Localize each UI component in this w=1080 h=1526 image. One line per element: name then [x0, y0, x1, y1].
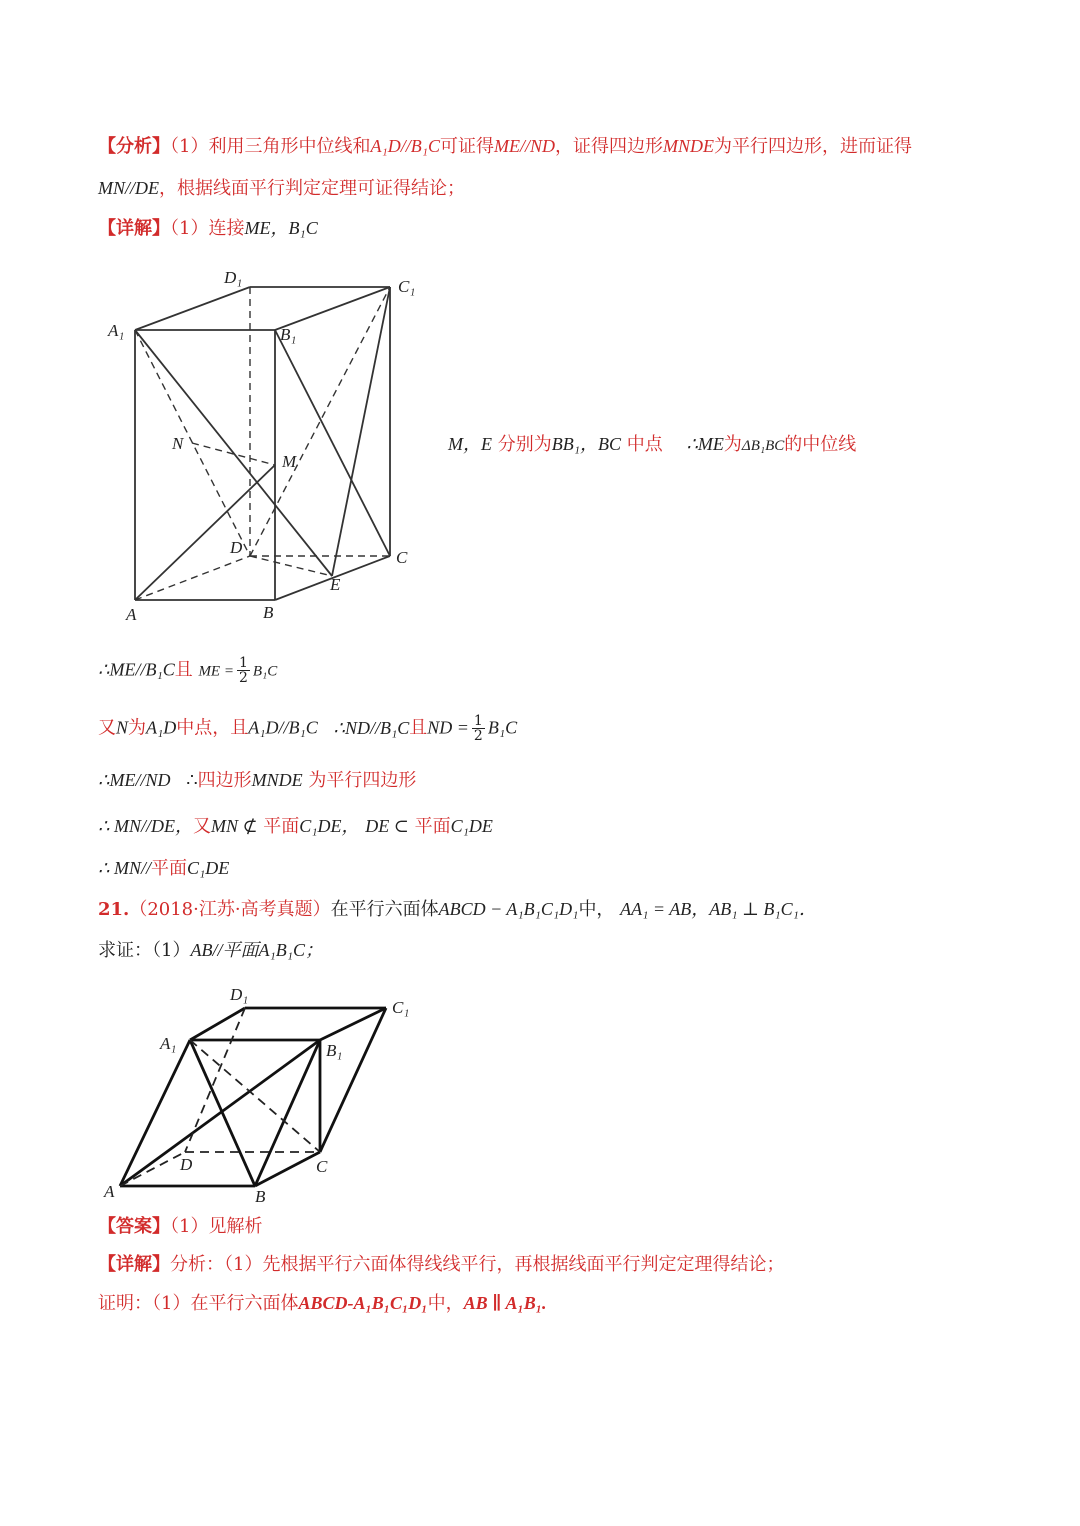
analysis-tag: 【分析】: [98, 136, 170, 157]
label-N: N: [172, 434, 184, 453]
detail1-line: 【详解】（1）连接ME，B₁C: [98, 218, 318, 239]
label-E: E: [330, 575, 341, 594]
fraction-half: $\frac{1}{2}$: [473, 713, 483, 744]
answer-line: 【答案】（1）见解析: [98, 1216, 263, 1237]
label-D1: D₁: [224, 268, 243, 287]
step-2: 又N为A₁D中点，且A₁D//B₁C ∴ND//B₁C且ND = $\frac{1}{2}$ B₁C: [98, 713, 518, 744]
step-5: ∴ MN//平面C₁DE: [98, 858, 230, 879]
analysis-line-2: MN//DE，根据线面平行判定定理可证得结论；: [98, 178, 465, 199]
figure1-side-text: M，E 分别为BB₁，BC 中点 ∴ME为ΔB₁BC的中位线: [448, 434, 857, 455]
label-M: M: [282, 452, 297, 471]
detail-tag: 【详解】: [98, 218, 170, 239]
label-B1: B₁: [280, 325, 297, 344]
prove-line: 求证：（1）AB//平面A₁B₁C；: [98, 940, 323, 961]
label-D: D: [180, 1155, 193, 1174]
label-A1: A₁: [160, 1034, 177, 1053]
label-D: D: [230, 538, 243, 557]
label-B: B: [255, 1187, 266, 1206]
label-B: B: [263, 603, 274, 622]
step-1: ∴ME//B₁C且 ME = $\frac{1}{2}$ B₁C: [98, 655, 278, 686]
label-A1: A₁: [108, 321, 125, 340]
problem-21: 21.（2018·江苏·高考真题）在平行六面体ABCD − A₁B₁C₁D₁中， AA₁ = AB，AB₁ ⊥ B₁C₁．: [98, 899, 817, 920]
label-A: A: [126, 605, 137, 624]
analysis-line-1: 【分析】（1）利用三角形中位线和A₁D//B₁C可证得ME//ND，证得四边形MNDE为平行四边形，进而证得: [98, 136, 912, 157]
label-C: C: [396, 548, 408, 567]
figure-prism: [100, 260, 440, 630]
label-C1: C₁: [392, 998, 410, 1017]
detail2-line: 【详解】分析：（1）先根据平行六面体得线线平行，再根据线面平行判定定理得结论；: [98, 1254, 785, 1275]
step-3: ∴ME//ND ∴四边形MNDE 为平行四边形: [98, 770, 417, 791]
label-A: A: [104, 1182, 115, 1201]
fraction-half: $\frac{1}{2}$: [238, 655, 248, 686]
label-D1: D₁: [230, 985, 249, 1004]
label-C1: C₁: [398, 277, 416, 296]
step-4: ∴ MN//DE，又MN ⊄ 平面C₁DE， DE ⊂ 平面C₁DE: [98, 816, 493, 837]
label-C: C: [316, 1157, 328, 1176]
figure-parallelepiped: [100, 980, 430, 1210]
proof-line: 证明：（1）在平行六面体ABCD-A₁B₁C₁D₁中，AB ∥ A₁B₁.: [98, 1293, 547, 1314]
label-B1: B₁: [326, 1041, 343, 1060]
